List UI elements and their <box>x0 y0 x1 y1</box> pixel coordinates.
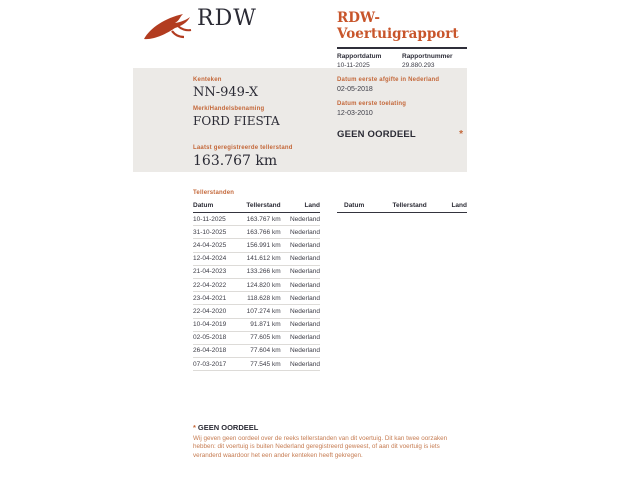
row-country: Nederland <box>289 228 320 236</box>
column-header-land: Land <box>451 202 467 209</box>
rdw-wordmark: RDW <box>197 6 257 31</box>
row-date: 24-04-2025 <box>193 241 227 249</box>
vehicle-summary-panel <box>133 68 467 172</box>
table-row <box>193 253 320 266</box>
column-header-land: Land <box>304 202 320 209</box>
table-row <box>193 266 320 279</box>
row-odometer: 156.991 km <box>246 241 281 249</box>
afgifte-value: 02-05-2018 <box>337 86 373 93</box>
header-divider <box>337 47 467 49</box>
toelating-value: 12-03-2010 <box>337 110 373 117</box>
oordeel-value: GEEN OORDEEL <box>337 129 416 140</box>
table-header-row <box>337 200 467 213</box>
table-row <box>193 358 320 371</box>
table-row <box>193 239 320 252</box>
table-header-row <box>193 200 320 213</box>
row-date: 10-04-2019 <box>193 321 227 329</box>
row-date: 26-04-2018 <box>193 347 227 355</box>
row-odometer: 77.545 km <box>250 360 281 368</box>
kenteken-value: NN-949-X <box>193 85 259 100</box>
row-odometer: 107.274 km <box>246 307 281 315</box>
row-date: 02-05-2018 <box>193 334 227 342</box>
table-row <box>193 213 320 226</box>
row-date: 10-11-2025 <box>193 215 226 223</box>
row-odometer: 141.612 km <box>246 255 281 263</box>
merk-value: FORD FIESTA <box>193 114 280 128</box>
row-odometer: 91.871 km <box>250 321 281 329</box>
row-odometer: 133.266 km <box>246 268 281 276</box>
table-row <box>193 292 320 305</box>
tellerstand-value: 163.767 km <box>193 153 278 169</box>
report-date-label: Rapportdatum <box>337 52 382 60</box>
row-country: Nederland <box>289 215 320 223</box>
asterisk-icon: * <box>459 129 463 140</box>
table-row <box>193 319 320 332</box>
table-row <box>193 332 320 345</box>
rdw-logo-icon <box>143 12 193 46</box>
column-header-datum: Datum <box>344 202 365 209</box>
row-country: Nederland <box>289 281 320 289</box>
table-row <box>193 345 320 358</box>
meter-history-table-secondary <box>337 200 467 213</box>
row-country: Nederland <box>289 321 320 329</box>
toelating-label: Datum eerste toelating <box>337 101 407 107</box>
report-date-value: 10-11-2025 <box>337 61 370 69</box>
footnote-heading <box>193 423 469 432</box>
tellerstanden-section-label: Tellerstanden <box>193 190 235 196</box>
row-date: 31-10-2025 <box>193 228 227 236</box>
report-title: RDW-Voertuigrapport <box>337 10 459 42</box>
row-odometer: 163.767 km <box>246 215 281 223</box>
report-number-value: 29.880.293 <box>402 61 435 69</box>
geen-oordeel-footnote <box>193 423 469 460</box>
row-odometer: 124.820 km <box>246 281 281 289</box>
table-body <box>193 213 320 371</box>
row-country: Nederland <box>289 307 320 315</box>
footnote-heading-text: GEEN OORDEEL <box>197 423 259 432</box>
row-country: Nederland <box>289 347 320 355</box>
row-date: 21-04-2023 <box>193 268 227 276</box>
row-country: Nederland <box>289 241 320 249</box>
row-odometer: 77.605 km <box>250 334 281 342</box>
meter-history-table <box>193 200 320 371</box>
asterisk-icon: * <box>193 423 196 432</box>
row-country: Nederland <box>289 360 320 368</box>
row-date: 22-04-2020 <box>193 307 227 315</box>
row-date: 12-04-2024 <box>193 255 227 263</box>
tellerstand-label: Laatst geregistreerde tellerstand <box>193 145 293 151</box>
row-date: 07-03-2017 <box>193 360 227 368</box>
column-header-tellerstand: Tellerstand <box>246 202 281 209</box>
table-row <box>193 226 320 239</box>
row-date: 22-04-2022 <box>193 281 227 289</box>
kenteken-label: Kenteken <box>193 77 222 83</box>
row-odometer: 163.766 km <box>246 228 281 236</box>
report-number-label: Rapportnummer <box>402 52 453 60</box>
row-odometer: 118.628 km <box>247 294 281 302</box>
table-row <box>193 279 320 292</box>
merk-label: Merk/Handelsbenaming <box>193 106 265 112</box>
column-header-datum: Datum <box>193 202 214 209</box>
row-country: Nederland <box>289 268 320 276</box>
row-country: Nederland <box>289 334 320 342</box>
row-date: 23-04-2021 <box>193 294 227 302</box>
column-header-tellerstand: Tellerstand <box>392 202 427 209</box>
row-odometer: 77.604 km <box>250 347 281 355</box>
footnote-body: Wij geven geen oordeel over de reeks tellerstanden van dit voertuig. Dit kan twee oorzaken hebben: dit voertuig is buiten Nederland geregistreerd geweest, of aan dit voertuig is iets veranderd waardoor het een ander kenteken heeft gekregen. <box>193 435 448 459</box>
table-row <box>193 305 320 318</box>
row-country: Nederland <box>289 255 320 263</box>
report-meta <box>337 10 467 69</box>
afgifte-label: Datum eerste afgifte in Nederland <box>337 77 440 83</box>
row-country: Nederland <box>289 294 320 302</box>
